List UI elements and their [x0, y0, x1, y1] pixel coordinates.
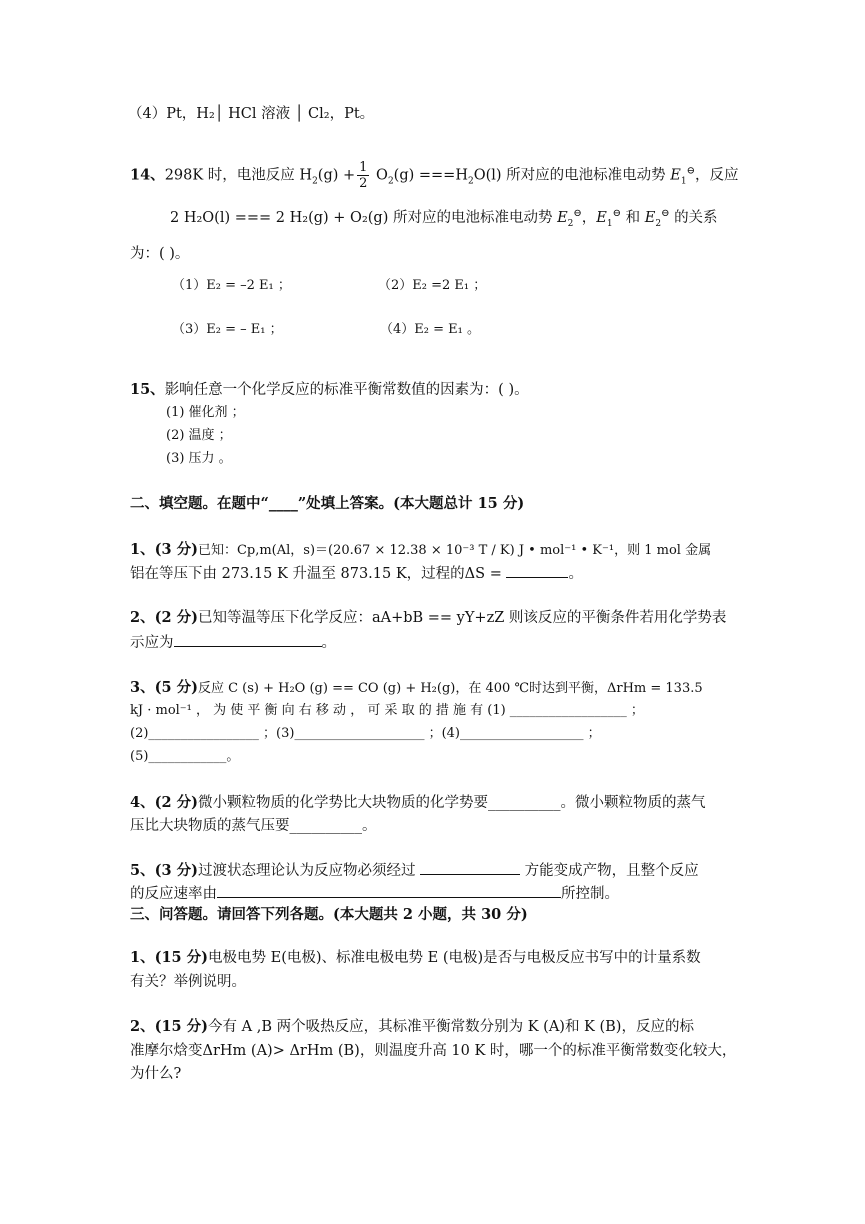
fill2-blank[interactable]	[174, 632, 322, 647]
essay1-line2: 有关？举例说明。	[130, 974, 246, 990]
q14-line2: 2 H₂O(l) === 2 H₂(g) + O₂(g) 所对应的电池标准电动势 $E_2^⊖$，$E_1^⊖$ 和 $E_2^⊖$ 的关系	[170, 208, 718, 229]
fill3-line4: (5)____________。	[130, 749, 240, 764]
q14-text-f: ，反应	[695, 167, 739, 184]
fill2-text2: 示应为	[130, 635, 174, 651]
fill1-line2	[130, 563, 583, 584]
fill2-text: 已知等温等压下化学反应：aA+bB == yY+zZ 则该反应的平衡条件若用化学势表	[197, 610, 727, 626]
fraction-denominator: 2	[359, 176, 368, 191]
fill1-end: 。	[568, 566, 583, 582]
fill1-blank[interactable]	[506, 563, 568, 578]
q14-line2-text: 2 H₂O(l) === 2 H₂(g) + O₂(g) 所对应的电池标准电动势	[170, 210, 553, 226]
q14-text-d: (g) ===H	[393, 167, 468, 184]
fill5-blank2[interactable]	[217, 883, 561, 898]
fill5-line2	[130, 883, 619, 904]
q14-text-b: (g) +	[317, 167, 356, 184]
fill3-line1	[130, 678, 703, 699]
essay2-text: 今有 A ,B 两个吸热反应，其标准平衡常数分别为 K (A)和 K (B)，反应的标	[208, 1019, 694, 1035]
q15-option-1: (1) 催化剂 ；	[166, 405, 245, 420]
fill4-line1	[130, 793, 705, 813]
fill4-head: 4、(2 分)	[130, 794, 198, 811]
q14-line2-c: 和	[625, 210, 641, 226]
fill4-line2: 压比大块物质的蒸气压要__________。	[130, 818, 377, 834]
q14-option-1: （1）E₂ = –2 E₁ ；	[172, 278, 291, 293]
fill1-text2: 铝在等压下由 273.15 K 升温至 873.15 K，过程的ΔS =	[130, 566, 502, 582]
standard-state-icon: ⊖	[573, 208, 582, 220]
fraction-numerator: 1	[359, 160, 368, 175]
q15-question	[130, 380, 529, 400]
q14-line2-b: ，	[581, 210, 597, 226]
standard-state-icon: ⊖	[686, 165, 695, 177]
q14-line3: 为：( )。	[130, 246, 190, 262]
fill1-line1	[130, 540, 711, 561]
standard-state-icon: ⊖	[612, 208, 622, 220]
fill4-text: 微小颗粒物质的化学势比大块物质的化学势要__________。微小颗粒物质的蒸气	[197, 795, 706, 811]
section3-title: 三、问答题。请回答下列各题。(本大题共 2 小题，共 30 分)	[130, 906, 528, 923]
fill1-head: 1、(3 分)	[130, 541, 198, 558]
essay2-line3: 为什么?	[130, 1066, 182, 1082]
essay1-text: 电极电势 E(电极)、标准电极电势 E (电极)是否与电极反应书写中的计量系数	[208, 950, 701, 966]
q15-number: 15、	[130, 381, 165, 398]
fill2-line2	[130, 632, 336, 653]
fill5-text2: 的反应速率由	[130, 886, 217, 902]
fill3-line2: kJ · mol⁻¹ ， 为 使 平 衡 向 右 移 动 ， 可 采 取 的 措 施 有 (1) __________________ ；	[130, 703, 644, 718]
fill5-text: 过渡状态理论认为反应物必须经过	[197, 863, 416, 879]
q14-text-e: O(l) 所对应的电池标准电动势	[473, 167, 666, 184]
standard-state-icon: ⊖	[661, 208, 670, 220]
fill2-end: 。	[321, 635, 336, 651]
essay1-head: 1、(15 分)	[130, 949, 209, 966]
q14-number: 14、	[130, 166, 165, 184]
fill5-head: 5、(3 分)	[130, 862, 198, 879]
fill5-line1	[130, 860, 699, 881]
q15-text: 影响任意一个化学反应的标准平衡常数值的因素为：( )。	[164, 382, 529, 398]
fill3-text: 反应 C (s) + H₂O (g) == CO (g) + H₂(g)，在 400 ℃时达到平衡，ΔrHm = 133.5	[197, 681, 703, 696]
fill3-line3: (2)_________________ ；(3)____________________ ；(4)___________________ ；	[130, 726, 601, 741]
essay2-line2: 准摩尔焓变ΔrHm (A)> ΔrHm (B)，则温度升高 10 K 时，哪一个的标准平衡常数变化较大，	[130, 1043, 737, 1059]
q15-option-2: (2) 温度 ；	[166, 428, 232, 443]
q13-option-4: （4）Pt，H₂│ HCl 溶液 │ Cl₂，Pt。	[128, 106, 375, 122]
fill5-end: 所控制。	[561, 886, 619, 902]
fill5-text-end: 方能变成产物，且整个反应	[524, 863, 699, 879]
fill2-line1	[130, 608, 726, 628]
fill5-blank1[interactable]	[420, 860, 520, 875]
q14-line1: 14、298K 时，电池反应 $H_2(g)$ + $\frac{1}{2}$ $O_2(g) ===H_2O(l)$ 所对应的电池标准电动势 $E_1^⊖$，反应	[130, 160, 739, 191]
q15-option-3: (3) 压力 。	[166, 451, 232, 466]
essay1-line1	[130, 948, 701, 968]
fill2-head: 2、(2 分)	[130, 609, 198, 626]
fill3-head: 3、(5 分)	[130, 679, 198, 696]
q14-text: 298K 时，电池反应 H	[164, 167, 313, 184]
section2-title: 二、填空题。在题中“____”处填上答案。(本大题总计 15 分)	[130, 495, 525, 512]
q14-text-c: O	[371, 167, 388, 184]
fill1-text: 已知：Cp,m(Al，s)＝(20.67 × 12.38 × 10⁻³ T / K) J • mol⁻¹ • K⁻¹，则 1 mol 金属	[197, 543, 712, 558]
q14-option-4: （4）E₂ = E₁ 。	[380, 322, 480, 337]
half-fraction	[357, 160, 369, 191]
q14-line2-d: 的关系	[674, 210, 718, 226]
q14-option-3: （3）E₂ = – E₁ ；	[172, 322, 283, 337]
q14-option-2: （2）E₂ =2 E₁ ；	[378, 278, 487, 293]
essay2-head: 2、(15 分)	[130, 1018, 209, 1035]
essay2-line1	[130, 1017, 694, 1037]
